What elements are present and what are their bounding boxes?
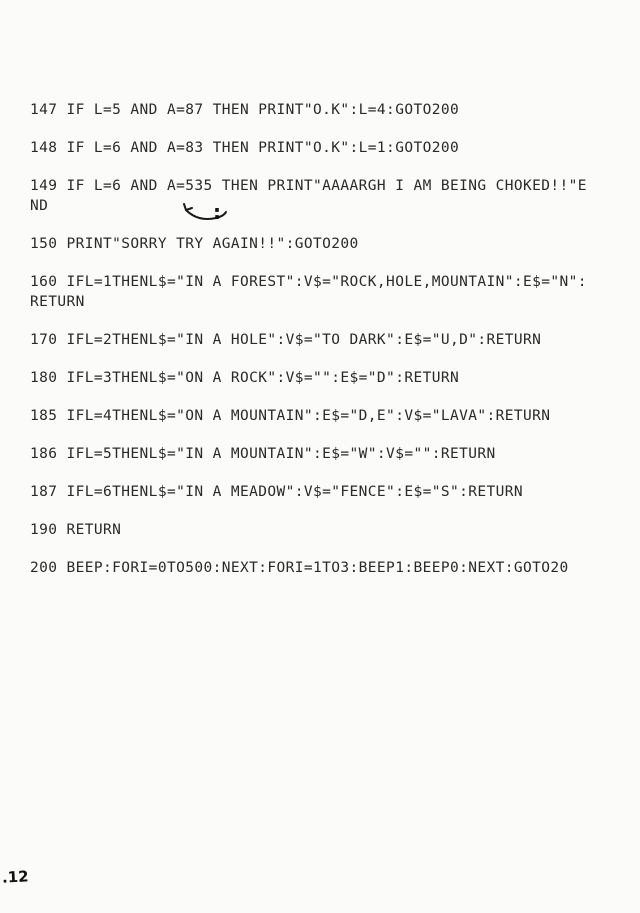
code-line-190: 190 RETURN	[30, 522, 122, 538]
handwritten-insert-colon: :	[213, 200, 221, 224]
code-line-185: 185 IFL=4THENL$="ON A MOUNTAIN":E$="D,E":V$="LAVA":RETURN	[30, 408, 551, 424]
code-line-150: 150 PRINT"SORRY TRY AGAIN!!":GOTO200	[30, 236, 359, 252]
code-line-186: 186 IFL=5THENL$="IN A MOUNTAIN":E$="W":V$="":RETURN	[30, 446, 496, 462]
page-number-mark: .	[1, 868, 9, 887]
code-line-147: 147 IF L=5 AND A=87 THEN PRINT"O.K":L=4:GOTO200	[30, 102, 460, 118]
code-line-160: 160 IFL=1THENL$="IN A FOREST":V$="ROCK,HOLE,MOUNTAIN":E$="N":RETURN	[30, 274, 587, 310]
code-line-200: 200 BEEP:FORI=0TO500:NEXT:FORI=1TO3:BEEP1:BEEP0:NEXT:GOTO20	[30, 560, 569, 576]
code-line-187: 187 IFL=6THENL$="IN A MEADOW":V$="FENCE":E$="S":RETURN	[30, 484, 524, 500]
code-line-180: 180 IFL=3THENL$="ON A ROCK":V$="":E$="D":RETURN	[30, 370, 460, 386]
page-number-value: 12	[7, 867, 30, 887]
basic-code-listing	[30, 100, 590, 596]
code-line-148: 148 IF L=6 AND A=83 THEN PRINT"O.K":L=1:GOTO200	[30, 140, 460, 156]
code-line-149: 149 IF L=6 AND A=535 THEN PRINT"AAAARGH I AM BEING CHOKED!!"END	[30, 178, 587, 214]
page-number	[2, 867, 29, 886]
code-line-170: 170 IFL=2THENL$="IN A HOLE":V$="TO DARK":E$="U,D":RETURN	[30, 332, 542, 348]
